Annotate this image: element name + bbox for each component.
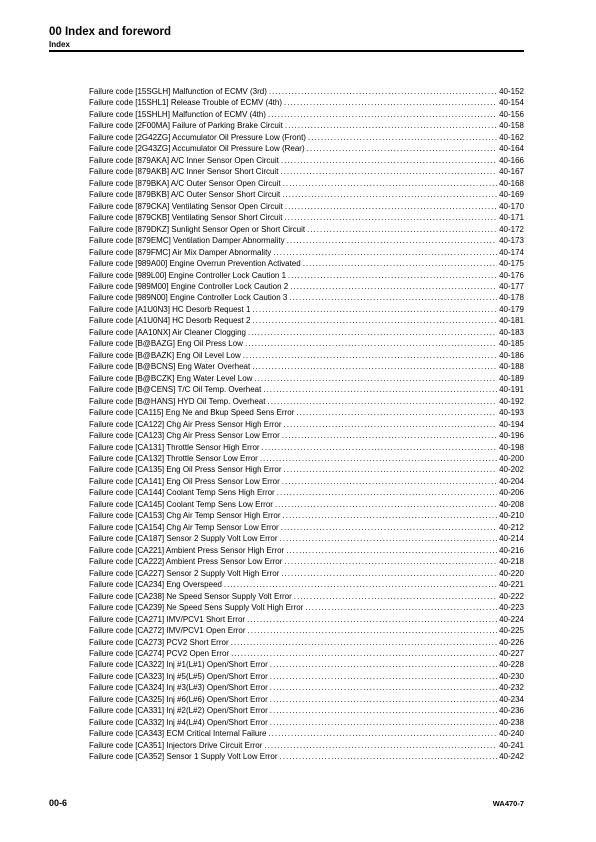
dot-leader: [305, 602, 497, 613]
dot-leader: [296, 407, 497, 418]
dot-leader: [231, 637, 497, 648]
dot-leader: [307, 224, 497, 235]
dot-leader: [283, 510, 498, 521]
index-entry-page: 40-175: [499, 259, 524, 269]
index-entry: [89, 453, 524, 464]
index-entry-page: 40-204: [499, 476, 524, 486]
index-entry-label: Failure code [879AKB] A/C Inner Sensor Short Circuit: [89, 167, 279, 177]
index-entry-page: 40-162: [499, 132, 524, 142]
index-entry: [89, 178, 524, 189]
dot-leader: [307, 143, 497, 154]
dot-leader: [270, 717, 497, 728]
dot-leader: [286, 545, 497, 556]
index-entry-label: Failure code [B@BCNS] Eng Water Overheat: [89, 362, 251, 372]
index-entry-label: Failure code [2G43ZG] Accumulator Oil Pressure Low (Rear): [89, 144, 305, 154]
index-entry: [89, 407, 524, 418]
index-entry: [89, 189, 524, 200]
index-entry-page: 40-183: [499, 327, 524, 337]
index-entry: [89, 292, 524, 303]
dot-leader: [252, 315, 497, 326]
index-entry-page: 40-212: [499, 522, 524, 532]
index-entry-label: Failure code [B@CENS] T/C Oil Temp. Overheat: [89, 385, 262, 395]
index-entry-label: Failure code [CA135] Eng Oil Press Sensor High Error: [89, 465, 282, 475]
dot-leader: [247, 614, 497, 625]
index-entry-page: 40-214: [499, 534, 524, 544]
dot-leader: [284, 464, 498, 475]
index-entry-label: Failure code [879EMC] Ventilation Damper Abnormality: [89, 236, 285, 246]
index-entry-page: 40-193: [499, 408, 524, 418]
index-entry-page: 40-234: [499, 694, 524, 704]
index-entry-page: 40-230: [499, 671, 524, 681]
dot-leader: [270, 705, 497, 716]
index-entry-page: 40-181: [499, 316, 524, 326]
index-entry-page: 40-177: [499, 281, 524, 291]
index-entry: [89, 338, 524, 349]
index-entry-page: 40-232: [499, 683, 524, 693]
dot-leader: [284, 212, 497, 223]
index-entry: [89, 304, 524, 315]
index-entry: [89, 487, 524, 498]
index-entry-page: 40-194: [499, 419, 524, 429]
index-entry-label: Failure code [989N00] Engine Controller Lock Caution 3: [89, 293, 288, 303]
index-entry: [89, 625, 524, 636]
index-entry-page: 40-171: [499, 213, 524, 223]
index-entry-label: Failure code [A1U0N4] HC Desorb Request 2: [89, 316, 251, 326]
dot-leader: [282, 430, 497, 441]
index-entry-page: 40-196: [499, 431, 524, 441]
page-number: 00-6: [49, 798, 68, 808]
index-entry: [89, 166, 524, 177]
index-entry-label: Failure code [CA325] Inj #6(L#6) Open/Short Error: [89, 694, 268, 704]
index-entry-page: 40-198: [499, 442, 524, 452]
index-entry-page: 40-170: [499, 201, 524, 211]
index-entry: [89, 545, 524, 556]
dot-leader: [269, 86, 497, 97]
index-entry-label: Failure code [CA141] Eng Oil Press Sensor Low Error: [89, 476, 280, 486]
index-list: [89, 86, 524, 763]
index-entry: [89, 270, 524, 281]
index-entry: [89, 143, 524, 154]
index-entry: [89, 155, 524, 166]
index-entry: [89, 464, 524, 475]
dot-leader: [267, 396, 497, 407]
index-entry-label: Failure code [CA239] Ne Speed Sens Supply Volt High Error: [89, 603, 304, 613]
dot-leader: [260, 453, 497, 464]
index-entry: [89, 751, 524, 762]
index-entry-page: 40-208: [499, 499, 524, 509]
dot-leader: [281, 522, 497, 533]
index-entry: [89, 350, 524, 361]
index-entry: [89, 522, 524, 533]
index-entry: [89, 579, 524, 590]
index-entry-label: Failure code [CA123] Chg Air Press Sensor Low Error: [89, 431, 280, 441]
index-entry-label: Failure code [CA131] Throttle Sensor High Error: [89, 442, 260, 452]
dot-leader: [270, 694, 497, 705]
index-entry-label: Failure code [CA154] Chg Air Temp Sensor Low Error: [89, 522, 279, 532]
index-entry-label: Failure code [CA271] IMV/PCV1 Short Error: [89, 614, 246, 624]
dot-leader: [288, 270, 497, 281]
index-entry: [89, 533, 524, 544]
index-entry-label: Failure code [989L00] Engine Controller Lock Caution 1: [89, 270, 287, 280]
index-entry-label: Failure code [B@BCZK] Eng Water Level Low: [89, 373, 253, 383]
dot-leader: [245, 338, 497, 349]
index-entry: [89, 476, 524, 487]
index-entry-page: 40-225: [499, 626, 524, 636]
dot-leader: [252, 304, 497, 315]
index-entry: [89, 132, 524, 143]
index-entry-label: Failure code [CA343] ECM Critical Internal Failure: [89, 729, 267, 739]
index-entry-page: 40-226: [499, 637, 524, 647]
index-entry: [89, 556, 524, 567]
index-entry-page: 40-216: [499, 545, 524, 555]
header-rule: [49, 50, 524, 52]
index-entry: [89, 120, 524, 131]
index-entry-label: Failure code [CA221] Ambient Press Sensor High Error: [89, 545, 285, 555]
index-entry-page: 40-164: [499, 144, 524, 154]
index-entry-label: Failure code [AA10NX] Air Cleaner Clogging: [89, 327, 246, 337]
index-entry-label: Failure code [CA352] Sensor 1 Supply Volt Low Error: [89, 752, 278, 762]
index-entry-page: 40-172: [499, 224, 524, 234]
index-entry: [89, 740, 524, 751]
dot-leader: [287, 235, 497, 246]
index-entry-page: 40-191: [499, 385, 524, 395]
index-entry: [89, 614, 524, 625]
index-entry-page: 40-185: [499, 339, 524, 349]
index-entry: [89, 247, 524, 258]
dot-leader: [252, 361, 497, 372]
index-entry-page: 40-238: [499, 717, 524, 727]
index-entry-page: 40-158: [499, 121, 524, 131]
index-entry-label: Failure code [879CKA] Ventilating Sensor Open Circuit: [89, 201, 283, 211]
index-entry-page: 40-240: [499, 729, 524, 739]
dot-leader: [248, 625, 498, 636]
index-entry: [89, 694, 524, 705]
index-entry: [89, 315, 524, 326]
index-entry: [89, 430, 524, 441]
index-entry-page: 40-224: [499, 614, 524, 624]
index-entry-page: 40-166: [499, 155, 524, 165]
index-entry-label: Failure code [CA351] Injectors Drive Circuit Error: [89, 740, 263, 750]
dot-leader: [308, 132, 497, 143]
index-entry: [89, 510, 524, 521]
index-entry-page: 40-200: [499, 454, 524, 463]
dot-leader: [303, 258, 497, 269]
dot-leader: [262, 442, 497, 453]
index-entry-page: 40-218: [499, 557, 524, 567]
index-entry-label: Failure code [989A00] Engine Overrun Prevention Activated: [89, 259, 301, 269]
dot-leader: [270, 659, 497, 670]
index-entry: [89, 201, 524, 212]
index-entry: [89, 373, 524, 384]
dot-leader: [284, 419, 498, 430]
index-entry-label: Failure code [879AKA] A/C Inner Sensor Open Circuit: [89, 155, 279, 165]
dot-leader: [281, 568, 497, 579]
index-entry-label: Failure code [CA322] Inj #1(L#1) Open/Short Error: [89, 660, 268, 670]
index-entry-page: 40-192: [499, 396, 524, 406]
dot-leader: [270, 671, 497, 682]
model-code: WA470-7: [492, 799, 524, 808]
dot-leader: [270, 682, 497, 693]
index-entry: [89, 591, 524, 602]
dot-leader: [282, 189, 497, 200]
index-entry-label: Failure code [B@BAZG] Eng Oil Press Low: [89, 339, 243, 349]
index-entry-label: Failure code [CA132] Throttle Sensor Low Error: [89, 454, 258, 463]
index-entry-page: 40-242: [499, 752, 524, 762]
index-entry: [89, 568, 524, 579]
index-entry-label: Failure code [CA222] Ambient Press Sensor Low Error: [89, 557, 283, 567]
index-entry-label: Failure code [CA115] Eng Ne and Bkup Speed Sens Error: [89, 408, 295, 418]
index-entry-label: Failure code [CA145] Coolant Temp Sens Low Error: [89, 499, 273, 509]
index-entry-label: Failure code [CA323] Inj #5(L#5) Open/Short Error: [89, 671, 268, 681]
index-entry-label: Failure code [879BKB] A/C Outer Sensor Short Circuit: [89, 190, 281, 200]
index-entry: [89, 396, 524, 407]
dot-leader: [285, 201, 497, 212]
index-entry-label: Failure code [15SHLH] Malfunction of ECMV (4th): [89, 109, 266, 119]
index-entry-label: Failure code [2F00MA] Failure of Parking Brake Circuit: [89, 121, 283, 131]
dot-leader: [290, 281, 497, 292]
index-entry: [89, 235, 524, 246]
index-entry-label: Failure code [CA274] PCV2 Open Error: [89, 648, 230, 658]
index-entry-page: 40-221: [499, 580, 524, 590]
dot-leader: [282, 476, 497, 487]
index-entry-label: Failure code [879FMC] Air Mix Damper Abnormality: [89, 247, 272, 257]
index-entry: [89, 224, 524, 235]
dot-leader: [268, 728, 497, 739]
dot-leader: [275, 499, 497, 510]
index-entry-label: Failure code [CA332] Inj #4(L#4) Open/Short Error: [89, 717, 268, 727]
index-entry: [89, 659, 524, 670]
index-entry: [89, 442, 524, 453]
index-entry-label: Failure code [CA331] Inj #2(L#2) Open/Short Error: [89, 706, 268, 716]
index-entry: [89, 637, 524, 648]
dot-leader: [263, 384, 497, 395]
index-entry-page: 40-152: [499, 87, 524, 96]
index-entry-label: Failure code [879BKA] A/C Outer Sensor Open Circuit: [89, 178, 281, 188]
dot-leader: [281, 155, 497, 166]
index-entry: [89, 419, 524, 430]
dot-leader: [294, 591, 497, 602]
index-entry: [89, 327, 524, 338]
index-entry-page: 40-220: [499, 568, 524, 578]
index-entry-label: Failure code [989M00] Engine Controller Lock Caution 2: [89, 281, 289, 291]
index-entry: [89, 258, 524, 269]
dot-leader: [254, 373, 497, 384]
index-entry-label: Failure code [CA324] Inj #3(L#3) Open/Short Error: [89, 683, 268, 693]
index-entry: [89, 717, 524, 728]
index-entry-label: Failure code [CA273] PCV2 Short Error: [89, 637, 229, 647]
index-entry-label: Failure code [879DKZ] Sunlight Sensor Open or Short Circuit: [89, 224, 306, 234]
dot-leader: [284, 97, 497, 108]
dot-leader: [283, 178, 497, 189]
index-entry-page: 40-210: [499, 511, 524, 521]
dot-leader: [224, 579, 497, 590]
index-entry-page: 40-178: [499, 293, 524, 303]
index-entry-label: Failure code [A1U0N3] HC Desorb Request 1: [89, 304, 251, 314]
dot-leader: [248, 327, 497, 338]
dot-leader: [284, 556, 497, 567]
index-entry: [89, 86, 524, 97]
index-entry: [89, 97, 524, 108]
dot-leader: [268, 109, 497, 120]
index-entry-label: Failure code [CA144] Coolant Temp Sens High Error: [89, 488, 275, 498]
index-entry-label: Failure code [CA238] Ne Speed Sensor Supply Volt Error: [89, 591, 292, 601]
index-entry-label: Failure code [B@BAZK] Eng Oil Level Low: [89, 350, 241, 360]
index-entry-label: Failure code [CA153] Chg Air Temp Sensor High Error: [89, 511, 281, 521]
dot-leader: [280, 751, 498, 762]
dot-leader: [264, 740, 497, 751]
index-entry-page: 40-222: [499, 591, 524, 601]
index-entry-page: 40-227: [499, 648, 524, 658]
index-entry-label: Failure code [CA122] Chg Air Press Sensor High Error: [89, 419, 282, 429]
dot-leader: [231, 648, 497, 659]
index-entry-label: Failure code [CA234] Eng Overspeed: [89, 580, 222, 590]
dot-leader: [285, 120, 497, 131]
index-entry: [89, 705, 524, 716]
index-entry: [89, 728, 524, 739]
index-entry-label: Failure code [15SHL1] Release Trouble of ECMV (4th): [89, 98, 282, 108]
index-entry-page: 40-169: [499, 190, 524, 200]
index-entry-label: Failure code [2G42ZG] Accumulator Oil Pressure Low (Front): [89, 132, 306, 142]
index-entry: [89, 671, 524, 682]
section-title: 00 Index and foreword: [49, 26, 172, 38]
index-entry: [89, 361, 524, 372]
dot-leader: [273, 247, 497, 258]
index-entry: [89, 281, 524, 292]
index-entry-label: Failure code [CA227] Sensor 2 Supply Volt High Error: [89, 568, 280, 578]
index-entry-page: 40-167: [499, 167, 524, 177]
index-entry-page: 40-173: [499, 236, 524, 246]
index-entry-page: 40-236: [499, 706, 524, 716]
index-entry: [89, 212, 524, 223]
dot-leader: [280, 533, 498, 544]
index-entry-page: 40-206: [499, 488, 524, 498]
dot-leader: [277, 487, 497, 498]
dot-leader: [289, 292, 497, 303]
index-entry-page: 40-188: [499, 362, 524, 372]
index-entry-page: 40-156: [499, 109, 524, 119]
index-entry: [89, 384, 524, 395]
index-entry: [89, 602, 524, 613]
index-entry-page: 40-241: [499, 740, 524, 750]
index-entry-page: 40-186: [499, 350, 524, 360]
index-entry: [89, 499, 524, 510]
index-entry-page: 40-176: [499, 270, 524, 280]
index-entry-page: 40-228: [499, 660, 524, 670]
index-entry-label: Failure code [B@HANS] HYD Oil Temp. Overheat: [89, 396, 266, 406]
index-entry-page: 40-168: [499, 178, 524, 188]
index-entry-page: 40-174: [499, 247, 524, 257]
index-entry-page: 40-202: [499, 465, 524, 475]
index-entry-label: Failure code [CA187] Sensor 2 Supply Volt Low Error: [89, 534, 278, 544]
index-entry-label: Failure code [15SGLH] Malfunction of ECMV (3rd): [89, 87, 267, 96]
index-entry-label: Failure code [879CKB] Ventilating Sensor Short Circuit: [89, 213, 283, 223]
index-entry: [89, 109, 524, 120]
page-header: [49, 26, 524, 50]
dot-leader: [280, 166, 497, 177]
index-entry: [89, 682, 524, 693]
index-entry-page: 40-189: [499, 373, 524, 383]
index-entry-page: 40-154: [499, 98, 524, 108]
index-entry-page: 40-223: [499, 603, 524, 613]
index-entry-label: Failure code [CA272] IMV/PCV1 Open Error: [89, 626, 246, 636]
index-entry: [89, 648, 524, 659]
section-subtitle: Index: [49, 40, 70, 49]
dot-leader: [243, 350, 497, 361]
index-entry-page: 40-179: [499, 304, 524, 314]
